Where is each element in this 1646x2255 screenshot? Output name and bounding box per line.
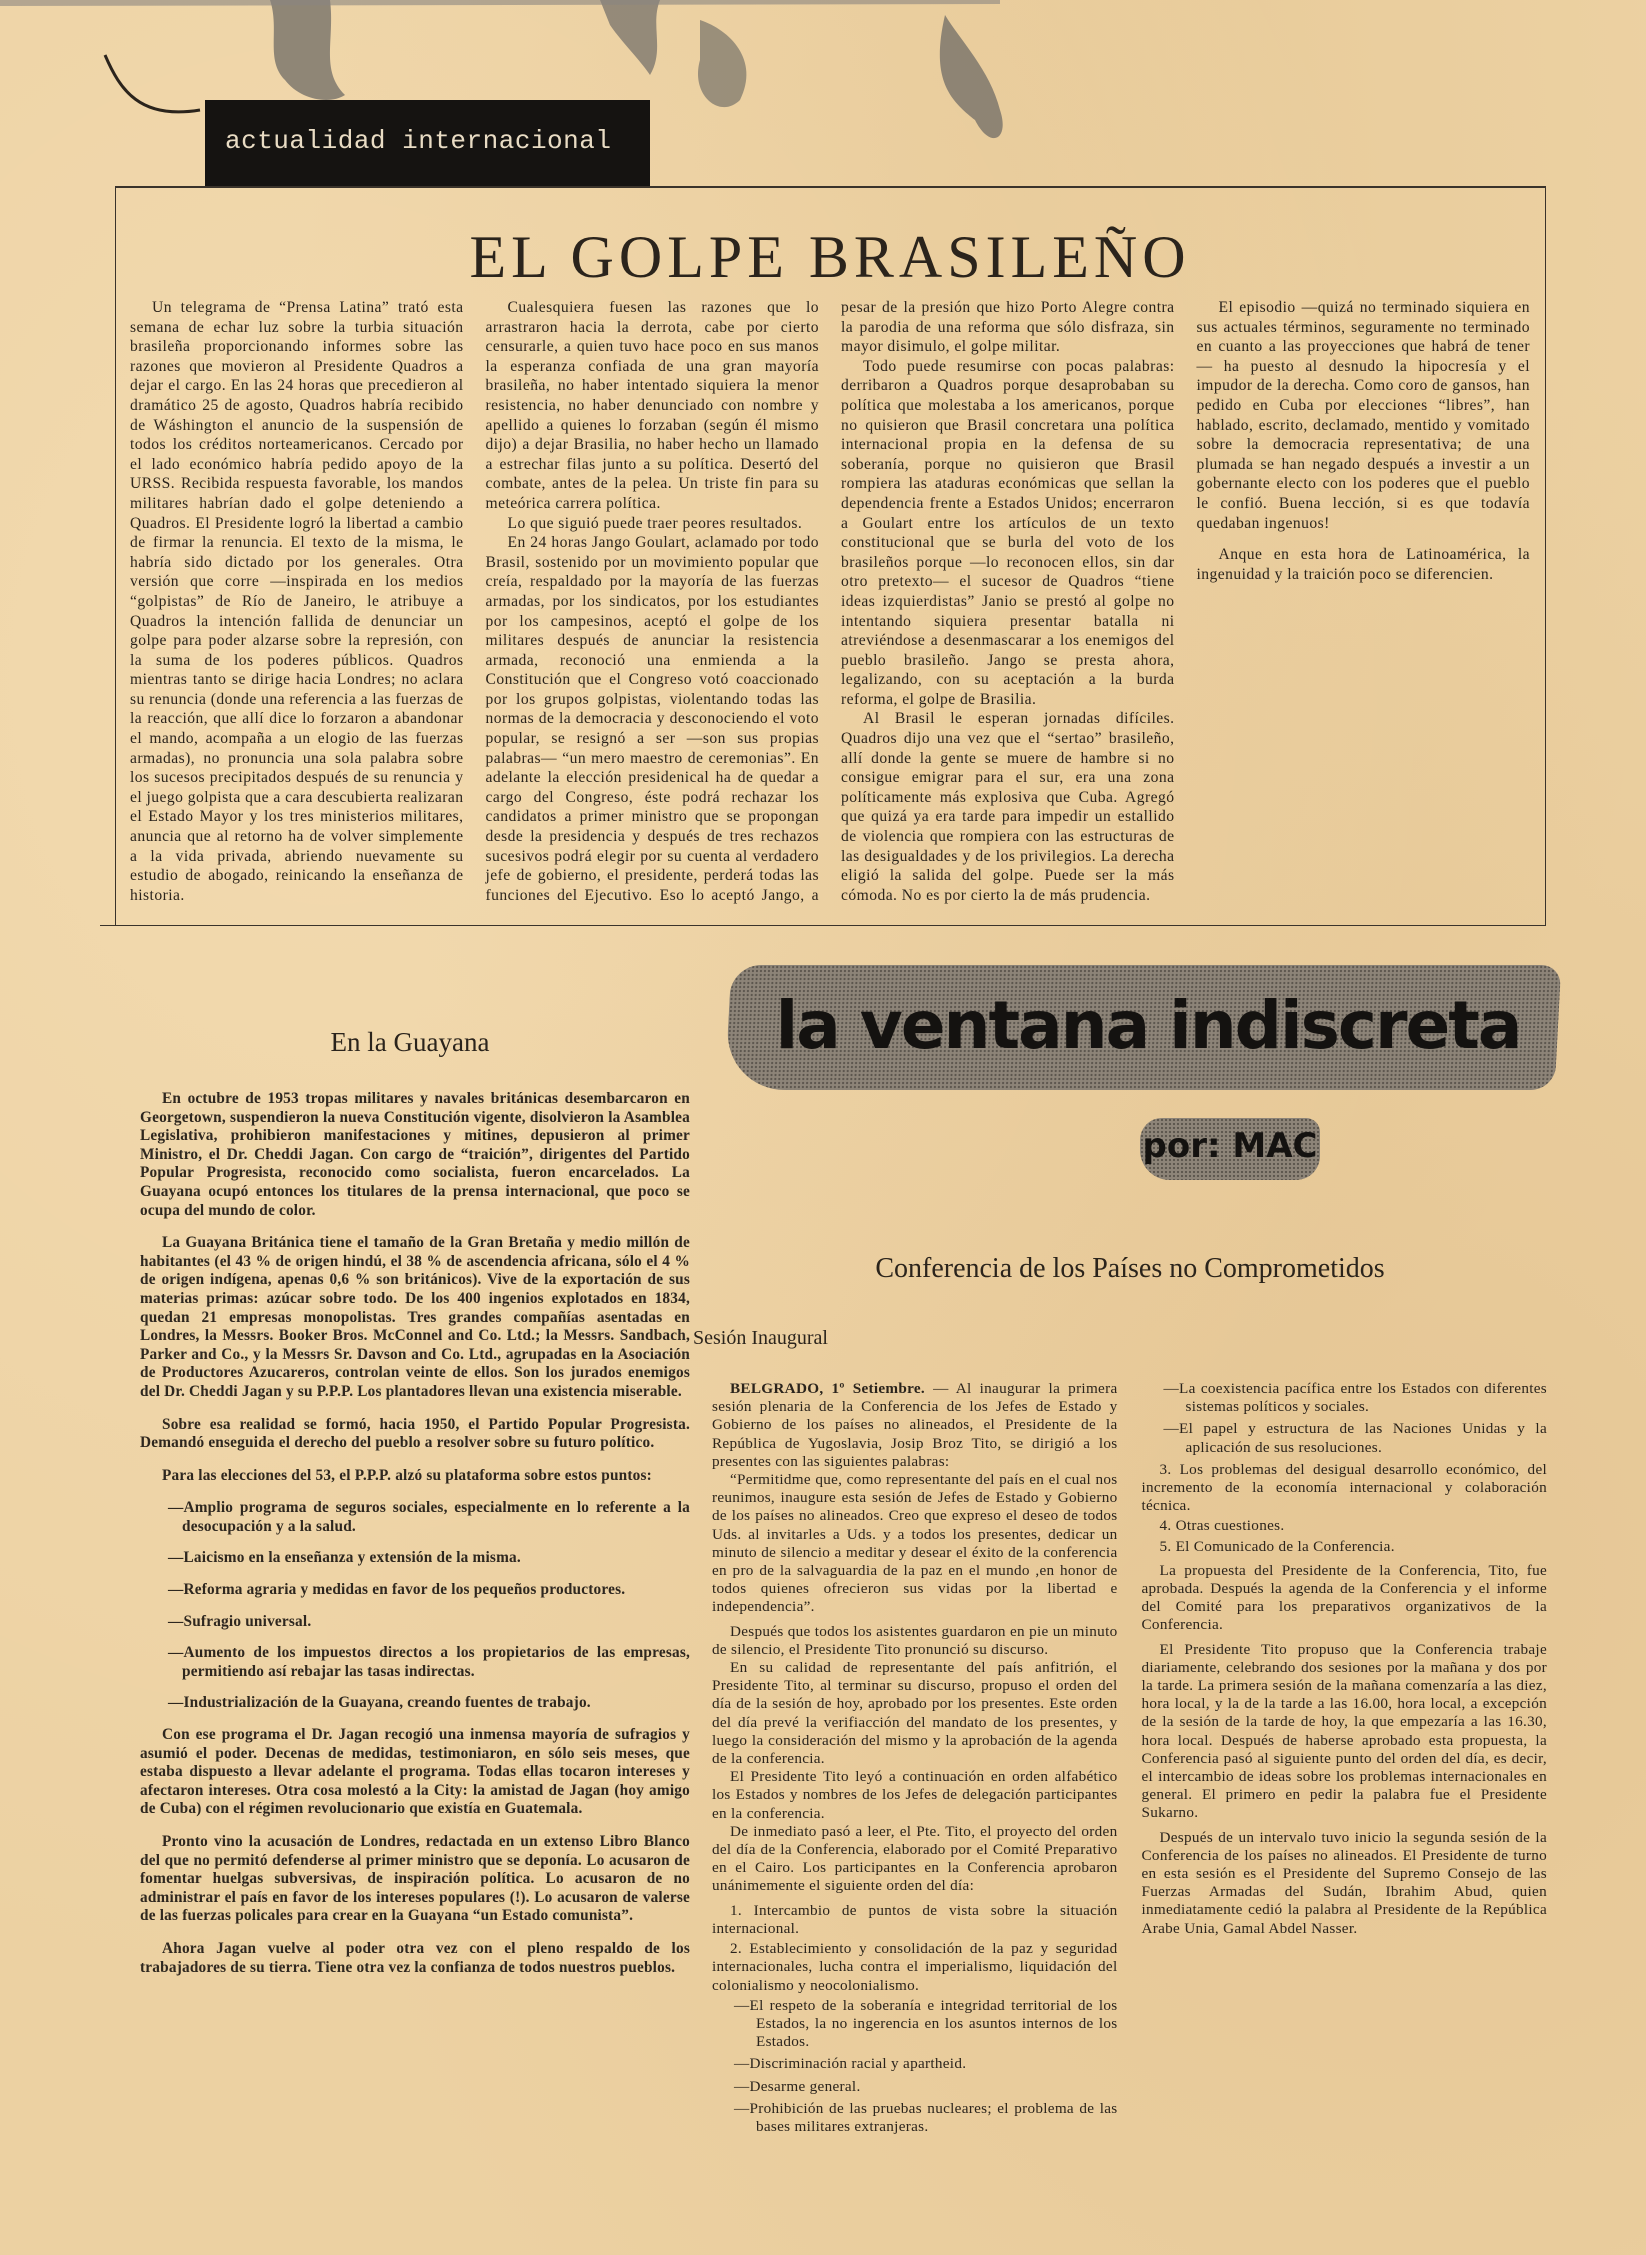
paragraph: Un telegrama de “Prensa Latina” trató esta semana de echar luz sobre la turbia situación brasileña proporcionando informes sobre las razones que movieron al Presidente Quadros a dejar el cargo. En las 24 horas que precedieron al dramático 25 de agosto, Quadros habría recibido de Wáshington el anuncio de la suspensión de todos los créditos norteamericanos. Cercado por el lado económico habría pedido apoyo de la URSS. Recibida respuesta favorable, los mandos militares habrían dado el golpe deteniendo a Quadros. El Presidente logró la libertad a cambio de firmar la renuncia. El texto de la misma, le habría sido dictado por los generales. Otra versión que corre —inspirada en los medios “golpistas” de Río de Janeiro, le atribuye a Quadros la intención fallida de denunciar un golpe para poder alzarse sobre la represión, con la suma de los poderes públicos. Quadros mientras tanto se dirige hacia Londres; no aclara su renuncia (donde una referencia a las fuerzas de la reacción, que allí dice lo forzaron a abandonar el mando, acompaña a un elogio de las fuerzas armadas), no pronuncia una sola palabra sobre los sucesos precipitados después de su renuncia y el juego golpista que a cara descubierta realizaran el Estado Mayor y los tres ministerios militares, anuncia que al retorno ha de volver simplemente a la vida privada, abriendo nuevamente su estudio de abogado, reinicando la enseñanza de historia. — [130, 299, 464, 904]
article-frame-left — [115, 186, 116, 926]
paragraph: Para las elecciones del 53, el P.P.P. alzó su plataforma sobre estos puntos: — [162, 1466, 652, 1484]
platform-point: —Amplio programa de seguros sociales, especialmente en lo referente a la desocupación y a la salud. — [168, 1499, 690, 1535]
paragraph: Después que todos los asistentes guardaron en pie un minuto de silencio, el Presidente Tito pronunció su discurso. — [712, 1622, 1118, 1658]
paragraph: La Guayana Británica tiene el tamaño de la Gran Bretaña y medio millón de habitantes (el 43 % de origen hindú, el 38 % de ascendencia africana, sólo el 4 % de origen indígena, apenas 0,6 % son británicos). Vive de la exportación de sus materias primas: azúcar sobre todo. De los 400 ingenios explotados en 1834, quedan 21 empresas monopolistas. Tres grandes compañías asentadas en Londres, la Messrs. Booker Bros. McConnel and Co. Ltd.; la Messrs. Sandbach, Parker and Co., y la Messrs Sr. Davson and Co. Ltd., agrupadas en la Asociación de Productores Azucareros, controlan veinte de ellos. Son los jurados enemigos del Dr. Cheddi Jagan y su P.P.P. Los plantadores llevan una existencia miserable. — [140, 1234, 690, 1400]
section-label-box — [205, 100, 650, 188]
conference-article-body — [712, 1380, 1547, 2140]
byline: por: MAC — [1142, 1126, 1318, 1166]
article-frame-top — [115, 186, 1545, 188]
article-frame-right — [1545, 186, 1546, 926]
agenda-item: 5. El Comunicado de la Conferencia. — [1159, 1537, 1395, 1555]
paragraph: Todo puede resumirse con pocas palabras: derribaron a Quadros porque desaprobaban su política que molestaba a los americanos, porque no quisieron que Brasil concretara una política internacional propia en la defensa de su soberanía, porque no quisieron que Brasil rompiera las ataduras económicas que sellan la dependencia frente a Estados Unidos; encerraron a Goulart entre los artículos de un texto constitucional que se burla del voto de los brasileños porque —lo reconocen ellos, sin dar otro pretexto— el sucesor de Quadros “tiene ideas izquierdistas” Janio se prestó al golpe no intentando siquiera presentar batalla ni atreviéndose a desenmascarar a los enemigos del pueblo brasileño. Jango se presta ahora, legalizando, con su aceptación a la burda reforma, el golpe de Brasilia. — [841, 357, 1175, 708]
agenda-item: 1. Intercambio de puntos de vista sobre la situación internacional. — [712, 1901, 1118, 1937]
guayana-heading: En la Guayana — [330, 1027, 490, 1057]
paragraph: La propuesta del Presidente de la Conferencia, Tito, fue aprobada. Después la agenda de la Conferencia y el informe del Comité para los preparativos organizativos de la Conferencia. — [1141, 1561, 1547, 1634]
section-label: actualidad internacional — [225, 126, 612, 156]
paragraph: Después de un intervalo tuvo inicio la segunda sesión de la Conferencia de los países no alineados. El Presidente de turno en esta sesión es el Presidente del Supremo Consejo de las Fuerzas Armadas del Sudán, Ibrahim Abud, quien inmediatamente cedió la palabra al Presidente de la República Arabe Unia, Gamal Abdel Nasser. — [1141, 1828, 1547, 1937]
paragraph: Anque en esta hora de Latinoamérica, la ingenuidad y la traición poco se diferencien. — [1196, 546, 1530, 583]
agenda-subpoint: —La coexistencia pacífica entre los Estados con diferentes sistemas políticos y sociales. — [1163, 1380, 1547, 1416]
platform-point: —Sufragio universal. — [168, 1612, 312, 1630]
paragraph: Con ese programa el Dr. Jagan recogió una inmensa mayoría de sufragios y asumió el poder. Decenas de medidas, testimoniaron, en sólo seis meses, que estaba dispuesto a llevar adelante el programa. Todas ellas tocaron intereses y afectaron intereses. Otra cosa molestó a la City: la amistad de Jagan (hoy amigo de Cuba) con el régimen revolucionario que existía en Guatemala. — [140, 1726, 690, 1818]
paragraph: Lo que siguió puede traer peores resultados. — [507, 514, 803, 532]
paragraph: En 24 horas Jango Goulart, aclamado por todo Brasil, sostenido por un movimiento popular que creía, respaldado por la mayoría de las fuerzas armadas, por los sindicatos, por los estudiantes por los campesinos, aceptó el golpe de los militares después de anunciar la resistencia armada, reconoció una enmienda a la Constitución que el Congreso votó coaccionado por los grupos golpistas, violentando todas las normas de la democracia y desconociendo el voto popular, se resignó a ser —son sus propias palabras— “un mero maestro de ceremonias”. En adelante la elección presidenical ha de quedar a cargo del Congreso, éste podrá rechazar los candidatos a primer ministro que se propongan desde la presidencia y después de tres rechazos sucesivos podrá elegir por su cuenta al verdadero jefe de gobierno, el presidente, perderá todas las funciones del Ejecutivo. Eso lo aceptó Jango, a pesar de la presión que hizo Porto Alegre contra la parodia de una reforma que sólo disfraza, sin mayor disimulo, el golpe militar. — [485, 299, 1175, 904]
agenda-subpoint: —Desarme general. — [734, 2077, 861, 2095]
paragraph: De inmediato pasó a leer, el Pte. Tito, el proyecto del orden del día de la Conferencia, elaborado por el Comité Preparativo en el Cairo. Los participantes en la Conferencia aprobaron unánimemente el siguiente orden del día: — [712, 1822, 1118, 1895]
article-title: EL GOLPE BRASILEÑO — [469, 224, 1191, 290]
agenda-subpoint: —El papel y estructura de las Naciones Unidas y la aplicación de sus resoluciones. — [1163, 1420, 1547, 1456]
session-subheading: Sesión Inaugural — [693, 1327, 828, 1349]
platform-point: —Aumento de los impuestos directos a los propietarios de las empresas, permitiendo así rebajar las tasas indirectas. — [168, 1644, 690, 1680]
byline-banner — [1140, 1118, 1320, 1180]
paragraph: Cualesquiera fuesen las razones que lo arrastraron hacia la derrota, cabe por cierto censurarle, a quien tuvo hace poco en sus manos la esperanza confiada de una gran mayoría brasileña, no haber intentado siquiera la menor resistencia, no haber denunciado con nombre y apellido a quienes lo forzaban (según él mismo dijo) a dejar Brasilia, no haber hecho un llamado a estrechar filas junto a su política. Desertó del combate, antes de la pelea. Un triste fin para su meteórica carrera política. — [485, 299, 819, 512]
paragraph: El episodio —quizá no terminado siquiera en sus actuales términos, seguramente no terminado en cuanto a las proyecciones que habrá de tener— ha puesto al desnudo la hipocresía y el impudor de la derecha. Como coro de gansos, han pedido en Cuba por elecciones “libres”, han hablado, escrito, declamado, mentido y vomitado sobre la democracia representativa; de una plumada se han negado después a investir a un gobernante electo con los poderes que el pueblo le confió. Buena lección, si es que todavía quedaban ingenuos! — [1196, 299, 1530, 532]
paragraph: El Presidente Tito leyó a continuación en orden alfabético los Estados y nombres de los Jefes de delegación participantes en la conferencia. — [712, 1768, 1118, 1822]
brazil-article-body — [130, 298, 1530, 918]
paragraph: Sobre esa realidad se formó, hacia 1950, el Partido Popular Progresista. Demandó enseguida el derecho del pueblo a resolver sobre su futuro político. — [140, 1415, 690, 1452]
column-logo-banner — [728, 965, 1558, 1090]
agenda-subpoint: —Prohibición de las pruebas nucleares; el problema de las bases militares extranjeras. — [734, 2099, 1118, 2135]
article-frame-bottom — [100, 925, 1546, 926]
paragraph: Ahora Jagan vuelve al poder otra vez con el pleno respaldo de los trabajadores de su tierra. Tiene otra vez la confianza de todos nuestros pueblos. — [140, 1939, 690, 1976]
agenda-subpoint: —El respeto de la soberanía e integridad territorial de los Estados, la no ingerencia en los asuntos internos de los Estados. — [734, 1996, 1118, 2051]
paragraph: El Presidente Tito propuso que la Conferencia trabaje diariamente, celebrando dos sesiones por la mañana y dos por la tarde. La primera sesión de la mañana comenzaría a las diez, hora local, y la de la tarde a las 16.00, hora local, a excepción de la sesión de la tarde de hoy, la que empezaría a las 16.30, hora local. Después de haberse aprobado esta propuesta, la Conferencia pasó al siguiente punto del orden del día, es decir, el intercambio de ideas sobre los problemas internacionales en general. El primero en pedir la palabra fue el Presidente Sukarno. — [1141, 1640, 1547, 1822]
conference-heading: Conferencia de los Países no Comprometidos — [875, 1253, 1385, 1284]
agenda-item: 4. Otras cuestiones. — [1159, 1517, 1285, 1535]
agenda-item: 3. Los problemas del desigual desarrollo económico, del incremento de la economía internacional y colaboración técnica. — [1141, 1460, 1547, 1515]
paragraph: En su calidad de representante del país anfitrión, el Presidente Tito, al terminar su discurso, propuso el orden del día de la sesión de hoy, aprobado por los presentes. Este orden del día prevé la verifiacción del mandato de los presentes, y luego la consideración del mismo y la aprobación de la agenda de la conferencia. — [712, 1659, 1118, 1768]
platform-point: —Reforma agraria y medidas en favor de los pequeños productores. — [168, 1581, 626, 1599]
paragraph: En octubre de 1953 tropas militares y navales británicas desembarcaron en Georgetown, suspendieron la nueva Constitución vigente, disolvieron la Asamblea Legislativa, prohibieron manifestaciones y mitines, depusieron al primer Ministro, el Dr. Cheddi Jagan. Con cargo de “traición”, dirigentes del Partido Popular Progresista, reconocido como socialista, fueron encarcelados. La Guayana ocupó entonces los titulares de la prensa internacional, que poco se ocupa del mundo de color. — [140, 1090, 690, 1219]
paragraph: Pronto vino la acusación de Londres, redactada en un extenso Libro Blanco del que no permitó defenderse al primer ministro que se deponía. Lo acusaron de fomentar huelgas subversivas, de inspiración política. Lo acusaron de no administrar el país en favor de los intereses populares (!). Lo acusaron de valerse de las fuerzas policales para crear en la Guayana “un Estado comunista”. — [140, 1833, 690, 1925]
lead-text: — Al inaugurar la primera sesión plenaria de la Conferencia de los Jefes de Estado y Gobierno de los países no alineados, el Presidente de la República de Yugoslavia, Josip Broz Tito, se dirigió a los presentes con las siguientes palabras: — [712, 1380, 1118, 1470]
dateline: BELGRADO, 1º Setiembre. — [730, 1380, 926, 1397]
guayana-article-body — [140, 1090, 690, 1991]
column-logo-title: la ventana indiscreta — [775, 987, 1521, 1064]
agenda-subpoint: —Discriminación racial y apartheid. — [734, 2055, 967, 2073]
paragraph: Al Brasil le esperan jornadas difíciles. Quadros dijo una vez que el “sertao” brasileño, allí donde la gente se muere de hambre si no consigue emigrar para el sur, era una zona políticamente más explosiva que Cuba. Agregó que quizá ya era tarde para impedir un estallido de violencia que rompiera con las estructuras de las desigualdades y de los privilegios. La derecha eligió la salida del golpe. Puede ser la más cómoda. No es por cierto la de más prudencia. — [841, 710, 1175, 904]
agenda-item: 2. Establecimiento y consolidación de la paz y seguridad internacionales, lucha contra el imperialismo, liquidación del colonialismo y neocolonialismo. — [712, 1940, 1118, 1994]
lead-paragraph — [712, 1380, 1118, 1471]
paragraph: “Permitidme que, como representante del país en el cual nos reunimos, inaugure esta sesión de Jefes de Estado y Gobierno de los países no alineados. Creo que expreso el deseo de todos Uds. al invitarles a Uds. y a todos los presentes, dedicar un minuto de silencio a meditar y desear el éxito de la conferencia en pro de la salvaguardia de la paz en el mundo ,en honor de todos quienes ofrecieron sus vidas por la libertad e independencia”. — [712, 1471, 1118, 1616]
platform-point: —Laicismo en la enseñanza y extensión de la misma. — [168, 1549, 521, 1567]
platform-point: —Industrialización de la Guayana, creando fuentes de trabajo. — [168, 1694, 591, 1712]
